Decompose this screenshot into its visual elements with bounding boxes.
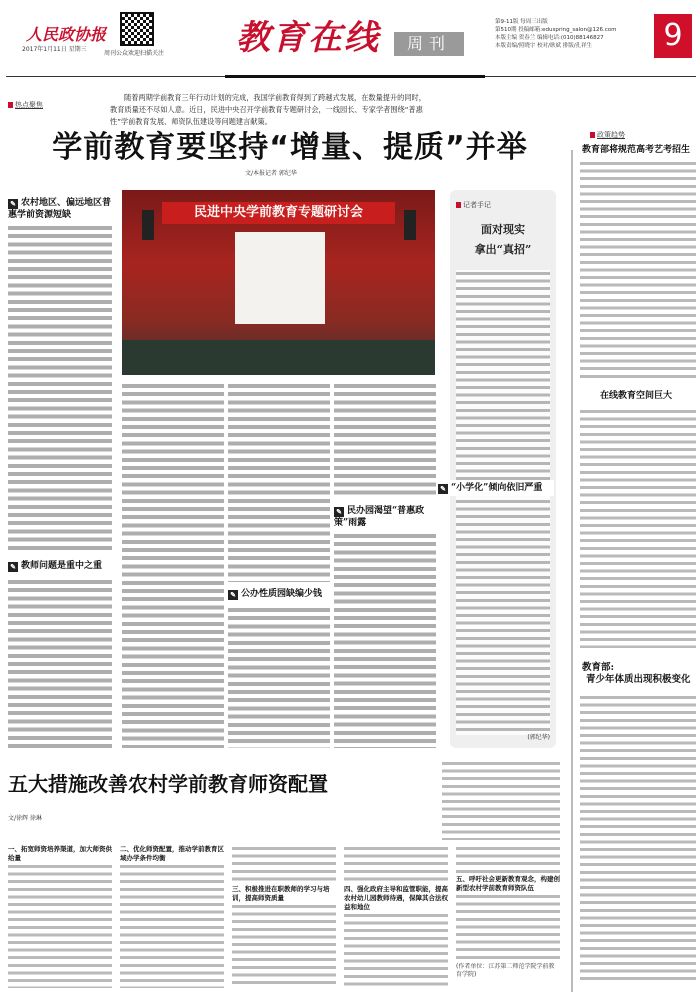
sidebar-tag: 记者手记 <box>456 200 491 210</box>
point-heading: 四、强化政府主导和监管职能，提高农村幼儿园教师待遇，保障其合法权益和地位 <box>344 885 448 911</box>
weekly-badge: 周刊 <box>394 32 464 56</box>
paper-name: 人民政协报 <box>26 25 107 44</box>
news-headline: 在线教育空间巨大 <box>600 391 673 401</box>
point-heading: 五、呼吁社会更新教育观念，构建创新型农村学前教育师资队伍 <box>456 875 560 892</box>
main-byline: 文/本报记者 郭纪华 <box>245 170 297 177</box>
bottom-text <box>232 903 336 988</box>
qr-caption: 周刊公众欢迎扫描关注 <box>104 50 165 57</box>
masthead-info <box>495 18 616 50</box>
projection-screen <box>235 232 325 324</box>
news-text <box>580 160 696 382</box>
issue-date: 2017年1月11日 星期三 <box>22 46 87 53</box>
bottom-text <box>120 863 224 988</box>
bottom-headline: 五大措施改善农村学前教育师资配置 <box>8 772 328 796</box>
info-line: 本版主编 贺春兰 编辑电话:(010)88146827 <box>495 35 604 41</box>
news-headline: 教育部将规范高考艺考招生 <box>582 145 691 155</box>
pen-icon: ✎ <box>228 590 238 600</box>
bottom-text <box>232 845 336 885</box>
reporter-notes-box <box>450 190 556 748</box>
pen-icon: ✎ <box>334 507 344 517</box>
bottom-column <box>8 845 112 992</box>
conference-photo <box>122 190 435 375</box>
point-heading: 三、积极推进在职教师的学习与培训，提高师资质量 <box>232 885 330 902</box>
news-text <box>580 408 696 648</box>
section-heading <box>436 480 554 496</box>
article-text <box>228 382 330 582</box>
section-heading-text: 公办性质园缺编少钱 <box>241 589 323 599</box>
lead-paragraph: 随着两期学前教育三年行动计划的完成，我国学前教育得到了跨越式发展，在数量提升的同时，教育质量还不尽如人意。近日，民进中央召开学前教育专题研讨会，一线园长、专家学者围绕“普惠性”学前教育发展、师资队伍建设等问题建言献策。 <box>110 93 426 126</box>
masthead-rule-thick <box>225 75 485 78</box>
article-text <box>334 532 436 748</box>
bottom-text <box>344 912 448 987</box>
news-headline-line: 青少年体质出现积极变化 <box>586 674 691 685</box>
column-divider <box>571 150 573 992</box>
bottom-column <box>456 845 560 992</box>
main-headline: 学前教育要坚持“增量、提质”并举 <box>52 130 528 165</box>
pen-icon: ✎ <box>438 484 448 494</box>
info-line: 本版责编/照晓宇 校对/耿斌 排版/孔祥生 <box>495 43 593 49</box>
section-heading <box>8 560 112 572</box>
section-heading-text: 农村地区、偏远地区普惠学前资源短缺 <box>8 198 112 220</box>
news-headline-line: 教育部: <box>582 662 615 673</box>
info-line: 第510期 投稿邮箱:eduspring_salon@126.com <box>495 27 617 33</box>
bottom-text <box>344 845 448 885</box>
bottom-column <box>120 845 224 992</box>
bottom-columns <box>8 845 560 992</box>
bottom-text <box>456 893 560 963</box>
news-headline <box>582 662 700 686</box>
speaker-right <box>404 210 416 240</box>
info-line: 第9-11版 每周三出版 <box>495 19 548 25</box>
bottom-column <box>344 845 448 992</box>
section-heading <box>334 505 436 529</box>
hot-tag: 热点聚焦 <box>8 100 43 110</box>
point-heading: 一、拓宽师资培养渠道，加大师资供给量 <box>8 845 112 862</box>
point-heading: 二、优化师资配置，推动学前教育区域办学条件均衡 <box>120 845 224 862</box>
article-text <box>334 382 436 497</box>
bottom-column <box>232 845 336 992</box>
sidebar-title-line: 面对现实 <box>481 223 525 236</box>
sidebar-title-line: 拿出“真招” <box>474 243 532 256</box>
speaker-left <box>142 210 154 240</box>
news-text <box>580 694 696 982</box>
section-heading-text: 教师问题是重中之重 <box>21 561 103 571</box>
pen-icon: ✎ <box>8 199 18 209</box>
article-text <box>122 382 224 748</box>
section-title-logo: 教育在线 <box>236 18 380 58</box>
article-text <box>228 606 330 748</box>
section-heading-text: 民办园渴望“普惠政策”雨露 <box>334 506 425 528</box>
policy-tag: 政策趋势 <box>590 130 625 140</box>
author-note: (作者单位：江苏第二师范学院学前教育学院) <box>456 963 555 978</box>
section-heading <box>228 588 330 600</box>
bottom-text <box>8 863 112 988</box>
bottom-text <box>442 760 560 840</box>
bottom-text <box>456 845 560 875</box>
page-number: 9 <box>654 14 692 58</box>
photo-banner: 民进中央学前教育专题研讨会 <box>162 202 395 224</box>
bottom-byline: 文/徐辉 徐琳 <box>8 815 42 822</box>
section-heading <box>8 197 112 221</box>
qr-code <box>120 12 154 46</box>
conference-table <box>122 340 435 375</box>
pen-icon: ✎ <box>8 562 18 572</box>
sidebar-signature: (郭纪华) <box>527 734 550 741</box>
sidebar-title <box>450 220 556 260</box>
article-text <box>8 578 112 748</box>
article-text <box>8 224 112 554</box>
section-heading-text: “小学化”倾向依旧严重 <box>451 483 543 493</box>
sidebar-text <box>456 270 550 735</box>
